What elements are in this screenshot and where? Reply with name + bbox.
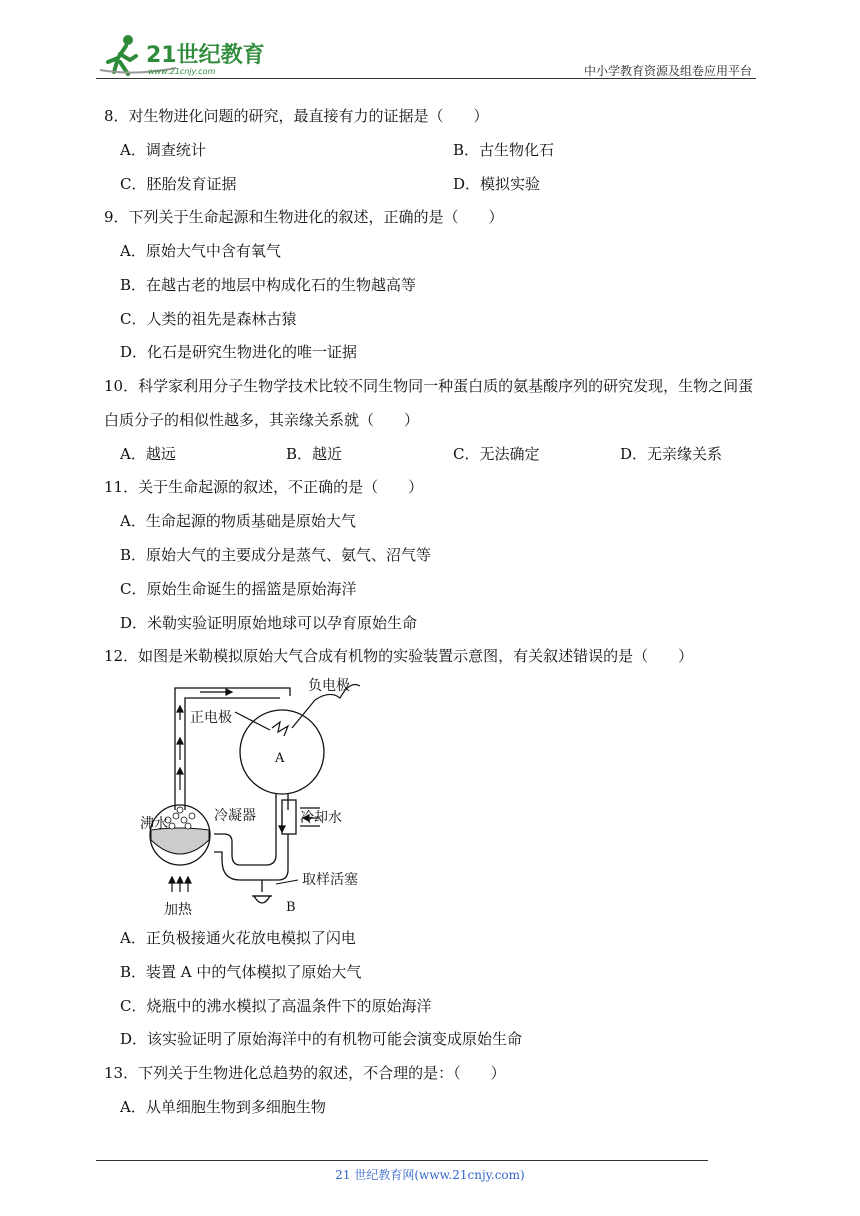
q12-option-a: A．正负极接通火花放电模拟了闪电 xyxy=(120,929,356,947)
sampling-valve-label: 取样活塞 xyxy=(302,872,358,888)
q11-option-b: B．原始大气的主要成分是蒸气、氨气、沼气等 xyxy=(120,546,432,564)
question-12-stem: 12．如图是米勒模拟原始大气合成有机物的实验装置示意图，有关叙述错误的是（ ） xyxy=(104,647,694,665)
question-11-stem: 11．关于生命起源的叙述，不正确的是（ ） xyxy=(104,478,424,496)
page-header xyxy=(96,32,756,80)
q9-option-d: D．化石是研究生物进化的唯一证据 xyxy=(120,343,358,361)
q11-option-a: A．生命起源的物质基础是原始大气 xyxy=(120,512,356,530)
q10-option-d: D．无亲缘关系 xyxy=(620,445,723,463)
condenser-label: 冷凝器 xyxy=(214,808,256,824)
cooling-water-label: 冷却水 xyxy=(300,810,342,826)
q11-option-d: D．米勒实验证明原始地球可以孕育原始生命 xyxy=(120,614,418,632)
q8-option-b: B．古生物化石 xyxy=(453,141,555,159)
footer-link[interactable]: 21 世纪教育网(www.21cnjy.com) xyxy=(335,1168,525,1182)
platform-name: 中小学教育资源及组卷应用平台 xyxy=(583,64,752,78)
q10-option-b: B．越近 xyxy=(286,445,343,463)
positive-electrode-label: 正电极 xyxy=(190,710,232,726)
question-13-stem: 13．下列关于生物进化总趋势的叙述，不合理的是：（ ） xyxy=(104,1064,506,1082)
svg-text:21世纪教育: 21世纪教育 xyxy=(146,43,265,68)
q10-option-c: C．无法确定 xyxy=(453,445,540,463)
q12-option-b: B．装置 A 中的气体模拟了原始大气 xyxy=(120,963,362,981)
miller-apparatus-diagram xyxy=(140,670,380,920)
svg-text:www.21cnjy.com: www.21cnjy.com xyxy=(148,67,216,76)
logo xyxy=(96,32,266,78)
heating-label: 加热 xyxy=(164,902,192,918)
flask-a-label: A xyxy=(275,751,285,766)
q13-option-a: A．从单细胞生物到多细胞生物 xyxy=(120,1098,326,1116)
q12-option-d: D．该实验证明了原始海洋中的有机物可能会演变成原始生命 xyxy=(120,1030,523,1048)
q9-option-c: C．人类的祖先是森林古猿 xyxy=(120,310,297,328)
negative-electrode-label: 负电极 xyxy=(308,678,350,694)
question-9-stem: 9．下列关于生命起源和生物进化的叙述，正确的是（ ） xyxy=(104,208,504,226)
q11-option-c: C．原始生命诞生的摇篮是原始海洋 xyxy=(120,580,357,598)
q10-option-a: A．越远 xyxy=(120,445,176,463)
q8-option-c: C．胚胎发育证据 xyxy=(120,175,237,193)
q8-option-a: A．调查统计 xyxy=(120,141,206,159)
question-10-stem: 10．科学家利用分子生物学技术比较不同生物同一种蛋白质的氨基酸序列的研究发现，生物之间蛋白质分子的相似性越多，其亲缘关系就（ ） xyxy=(104,377,754,429)
vessel-b-label: B xyxy=(286,900,296,915)
boiling-water-label: 沸水 xyxy=(140,816,168,832)
q9-option-a: A．原始大气中含有氧气 xyxy=(120,242,281,260)
q9-option-b: B．在越古老的地层中构成化石的生物越高等 xyxy=(120,276,417,294)
question-8-stem: 8．对生物进化问题的研究，最直接有力的证据是（ ） xyxy=(104,107,489,125)
footer-divider xyxy=(96,1160,708,1161)
header-divider xyxy=(96,78,756,79)
q12-option-c: C．烧瓶中的沸水模拟了高温条件下的原始海洋 xyxy=(120,997,432,1015)
q8-option-d: D．模拟实验 xyxy=(453,175,541,193)
